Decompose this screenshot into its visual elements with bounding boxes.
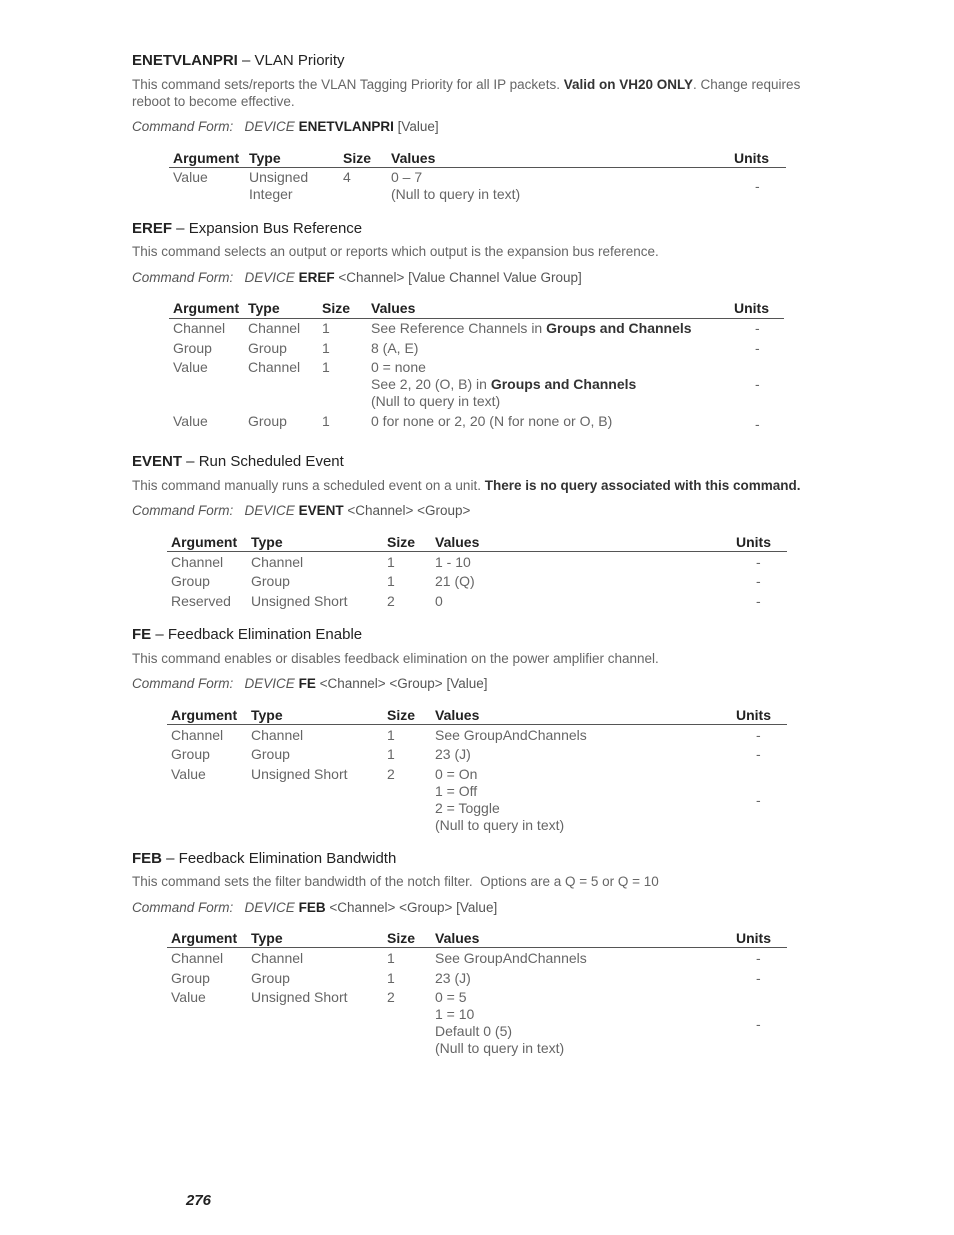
header-values: Values bbox=[435, 534, 480, 550]
header-values: Values bbox=[391, 150, 436, 166]
cell-size: 1 bbox=[322, 340, 330, 356]
cell-argument: Value bbox=[173, 359, 208, 375]
section-title-fe: FE – Feedback Elimination Enable bbox=[132, 626, 363, 643]
command-form-feb: Command Form: DEVICE FEB <Channel> <Group> [Value] bbox=[132, 900, 498, 915]
cell-units: - bbox=[756, 1016, 761, 1032]
section-description-enetvlanpri: This command sets/reports the VLAN Tagging Priority for all IP packets. Valid on VH20 ONLY. Change requires reboot to become effective. bbox=[132, 77, 801, 109]
header-size: Size bbox=[387, 534, 416, 550]
cell-type: Channel bbox=[248, 320, 301, 336]
section-description-feb: This command sets the filter bandwidth of the notch filter. Options are a Q = 5 or Q = 10 bbox=[132, 874, 659, 889]
header-values: Values bbox=[371, 300, 416, 316]
header-units: Units bbox=[736, 930, 771, 946]
cell-size: 1 bbox=[322, 359, 330, 375]
cell-values: 0 = On 1 = Off 2 = Toggle (Null to query in text) bbox=[435, 766, 565, 833]
cell-units: - bbox=[756, 792, 761, 808]
header-size: Size bbox=[343, 150, 372, 166]
header-type: Type bbox=[251, 707, 283, 723]
cell-units: - bbox=[755, 376, 760, 392]
header-units: Units bbox=[736, 707, 771, 723]
cell-type: Group bbox=[251, 970, 290, 986]
cell-values: 8 (A, E) bbox=[371, 340, 419, 356]
cell-units: - bbox=[755, 320, 760, 336]
cell-type: Unsigned Short bbox=[251, 989, 348, 1005]
section-title-event: EVENT – Run Scheduled Event bbox=[132, 453, 344, 470]
header-type: Type bbox=[251, 930, 283, 946]
cell-argument: Reserved bbox=[171, 593, 231, 609]
section-title-feb: FEB – Feedback Elimination Bandwidth bbox=[132, 850, 397, 867]
cell-values: 0 bbox=[435, 593, 443, 609]
command-form-event: Command Form: DEVICE EVENT <Channel> <Group> bbox=[132, 503, 471, 518]
command-form-enetvlanpri: Command Form: DEVICE ENETVLANPRI [Value] bbox=[132, 119, 439, 134]
section-description-event: This command manually runs a scheduled event on a unit. There is no query associated with this command. bbox=[132, 478, 801, 493]
cell-argument: Channel bbox=[171, 950, 224, 966]
cell-units: - bbox=[756, 727, 761, 743]
cell-units: - bbox=[756, 573, 761, 589]
cell-type: Unsigned Integer bbox=[249, 169, 309, 202]
header-argument: Argument bbox=[173, 150, 240, 166]
cell-argument: Value bbox=[171, 989, 206, 1005]
cell-units: - bbox=[755, 340, 760, 356]
cell-units: - bbox=[755, 178, 760, 194]
table-header-rule bbox=[169, 167, 786, 168]
cell-values: See Reference Channels in Groups and Channels bbox=[371, 320, 692, 336]
cell-size: 1 bbox=[387, 950, 395, 966]
cell-values: 23 (J) bbox=[435, 970, 471, 986]
cell-size: 1 bbox=[387, 746, 395, 762]
cell-type: Group bbox=[251, 573, 290, 589]
cell-argument: Group bbox=[171, 970, 210, 986]
cell-values: See GroupAndChannels bbox=[435, 950, 587, 966]
cell-values: 0 = none See 2, 20 (O, B) in Groups and Channels (Null to query in text) bbox=[371, 359, 637, 409]
cell-argument: Group bbox=[171, 573, 210, 589]
cell-type: Channel bbox=[248, 359, 301, 375]
cell-type: Channel bbox=[251, 554, 304, 570]
cell-size: 2 bbox=[387, 766, 395, 782]
table-header-rule bbox=[169, 318, 784, 319]
cell-size: 4 bbox=[343, 169, 351, 185]
cell-values: See GroupAndChannels bbox=[435, 727, 587, 743]
cell-type: Channel bbox=[251, 950, 304, 966]
cell-argument: Channel bbox=[171, 727, 224, 743]
section-title-eref: EREF – Expansion Bus Reference bbox=[132, 220, 363, 237]
section-title-enetvlanpri: ENETVLANPRI – VLAN Priority bbox=[132, 52, 345, 69]
cell-units: - bbox=[756, 746, 761, 762]
cell-type: Unsigned Short bbox=[251, 593, 348, 609]
cell-type: Group bbox=[248, 413, 287, 429]
command-form-eref: Command Form: DEVICE EREF <Channel> [Value Channel Value Group] bbox=[132, 270, 582, 285]
cell-argument: Value bbox=[171, 766, 206, 782]
header-units: Units bbox=[736, 534, 771, 550]
command-form-fe: Command Form: DEVICE FE <Channel> <Group> [Value] bbox=[132, 676, 488, 691]
header-type: Type bbox=[249, 150, 281, 166]
cell-argument: Value bbox=[173, 169, 208, 185]
cell-size: 1 bbox=[322, 320, 330, 336]
table-header-rule bbox=[167, 724, 787, 725]
cell-size: 1 bbox=[322, 413, 330, 429]
section-description-fe: This command enables or disables feedback elimination on the power amplifier channel. bbox=[132, 651, 659, 666]
cell-size: 1 bbox=[387, 554, 395, 570]
cell-units: - bbox=[756, 554, 761, 570]
cell-type: Unsigned Short bbox=[251, 766, 348, 782]
header-size: Size bbox=[387, 930, 416, 946]
cell-values: 23 (J) bbox=[435, 746, 471, 762]
cell-type: Group bbox=[248, 340, 287, 356]
cell-argument: Channel bbox=[171, 554, 224, 570]
cell-units: - bbox=[756, 950, 761, 966]
header-values: Values bbox=[435, 707, 480, 723]
header-size: Size bbox=[322, 300, 351, 316]
cell-units: - bbox=[755, 416, 760, 432]
table-header-rule bbox=[167, 551, 787, 552]
cell-type: Channel bbox=[251, 727, 304, 743]
header-argument: Argument bbox=[171, 534, 238, 550]
cell-argument: Value bbox=[173, 413, 208, 429]
cell-argument: Channel bbox=[173, 320, 226, 336]
header-type: Type bbox=[251, 534, 283, 550]
cell-values: 21 (Q) bbox=[435, 573, 475, 589]
header-type: Type bbox=[248, 300, 280, 316]
cell-size: 1 bbox=[387, 727, 395, 743]
header-units: Units bbox=[734, 150, 769, 166]
header-argument: Argument bbox=[173, 300, 240, 316]
cell-size: 2 bbox=[387, 593, 395, 609]
cell-argument: Group bbox=[171, 746, 210, 762]
header-values: Values bbox=[435, 930, 480, 946]
cell-size: 1 bbox=[387, 970, 395, 986]
cell-values: 0 – 7 (Null to query in text) bbox=[391, 169, 521, 202]
cell-size: 1 bbox=[387, 573, 395, 589]
cell-type: Group bbox=[251, 746, 290, 762]
cell-values: 0 = 5 1 = 10 Default 0 (5) (Null to query in text) bbox=[435, 989, 565, 1056]
cell-argument: Group bbox=[173, 340, 212, 356]
cell-units: - bbox=[756, 970, 761, 986]
cell-values: 0 for none or 2, 20 (N for none or O, B) bbox=[371, 413, 613, 429]
header-argument: Argument bbox=[171, 930, 238, 946]
cell-size: 2 bbox=[387, 989, 395, 1005]
cell-units: - bbox=[756, 593, 761, 609]
section-description-eref: This command selects an output or reports which output is the expansion bus reference. bbox=[132, 244, 659, 259]
cell-values: 1 - 10 bbox=[435, 554, 471, 570]
header-size: Size bbox=[387, 707, 416, 723]
header-argument: Argument bbox=[171, 707, 238, 723]
header-units: Units bbox=[734, 300, 769, 316]
table-header-rule bbox=[167, 947, 787, 948]
page-number: 276 bbox=[186, 1192, 212, 1209]
